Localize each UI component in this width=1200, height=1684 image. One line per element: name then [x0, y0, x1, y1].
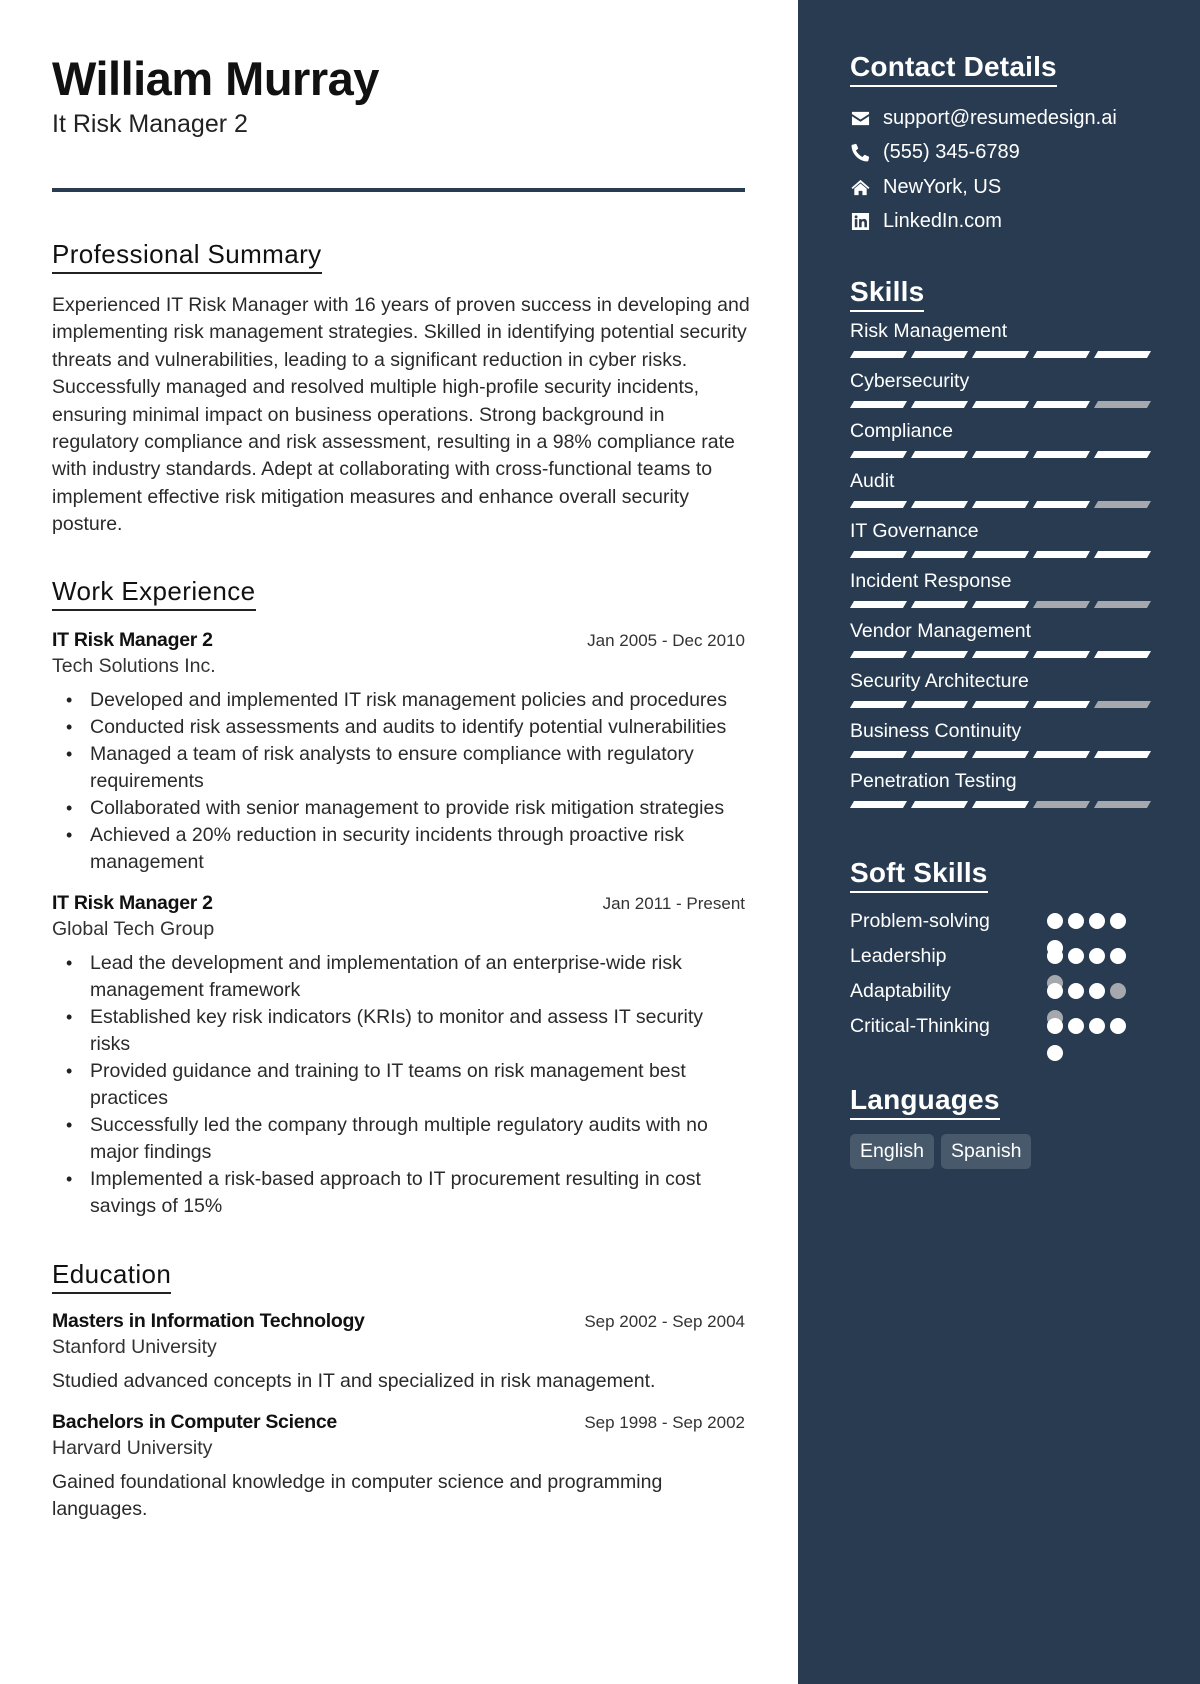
dot-filled-icon	[1089, 948, 1105, 964]
skill-bar-empty	[1033, 801, 1090, 808]
skill-bar-filled	[1094, 351, 1151, 358]
skill-bar-filled	[911, 751, 968, 758]
work-entry	[52, 627, 745, 876]
skill-name: Audit	[850, 470, 895, 492]
skill-name: Vendor Management	[850, 620, 1032, 642]
skill-bar-empty	[1094, 801, 1151, 808]
skill-level-bars	[850, 451, 1200, 458]
skill-item	[850, 418, 1200, 468]
sidebar	[798, 0, 1200, 1684]
language-chip: Spanish	[941, 1134, 1031, 1169]
skill-bar-filled	[972, 701, 1029, 708]
bullet-item: • Successfully led the company through multiple regulatory audits with no major findings	[52, 1112, 745, 1166]
skill-bar-filled	[911, 551, 968, 558]
education-date: Sep 2002 - Sep 2004	[584, 1311, 745, 1331]
company-name: Tech Solutions Inc.	[52, 654, 216, 677]
bullet-item: • Managed a team of risk analysts to ensure compliance with regulatory requirements	[52, 741, 745, 795]
soft-skill-item	[850, 973, 1200, 1008]
soft-skills-heading: Soft Skills	[850, 856, 988, 893]
soft-skill-name: Adaptability	[850, 979, 951, 1002]
soft-skill-item	[850, 903, 1200, 938]
skill-bar-filled	[850, 401, 907, 408]
contact-email[interactable]	[850, 101, 1200, 136]
contact-heading: Contact Details	[850, 50, 1057, 87]
skill-bar-empty	[1094, 701, 1151, 708]
dot-filled-icon	[1047, 983, 1063, 999]
skill-name: Risk Management	[850, 320, 1008, 342]
summary-text: Experienced IT Risk Manager with 16 years of proven success in developing and implementing risk management strategies. Skilled in identifying potential security threats and vulnerabilities, leading to a significant reduction in cyber risks. Successfully managed and resolved multiple high-profile security incidents, ensuring minimal impact on business operations. Strong background in regulatory compliance and risk assessment, resulting in a 98% compliance rate with industry standards. Adept at collaborating with cross-functional teams to implement effective risk mitigation measures and enhance overall security posture.	[52, 294, 750, 536]
skill-bar-filled	[1033, 351, 1090, 358]
skill-level-bars	[850, 501, 1200, 508]
skill-bar-filled	[1033, 501, 1090, 508]
skill-bar-filled	[1033, 751, 1090, 758]
soft-skill-dots	[1047, 948, 1135, 964]
soft-skill-dots	[1047, 1018, 1135, 1034]
school-name: Harvard University	[52, 1436, 213, 1459]
education-entry	[52, 1409, 745, 1523]
skill-name: IT Governance	[850, 520, 979, 542]
skill-bar-filled	[911, 651, 968, 658]
dot-empty-icon	[1110, 983, 1126, 999]
job-bullets	[52, 687, 745, 876]
skill-bar-filled	[972, 401, 1029, 408]
degree-title: Masters in Information Technology	[52, 1309, 365, 1332]
candidate-name: William Murray	[52, 52, 379, 105]
bullet-item: • Collaborated with senior management to provide risk mitigation strategies	[52, 795, 745, 822]
bullet-item: • Developed and implemented IT risk management policies and procedures	[52, 687, 745, 714]
skill-bar-filled	[850, 501, 907, 508]
languages-heading: Languages	[850, 1083, 1000, 1120]
skill-bar-filled	[911, 601, 968, 608]
education-entry	[52, 1308, 745, 1395]
skill-bar-filled	[911, 451, 968, 458]
skill-bar-filled	[972, 801, 1029, 808]
dot-filled-icon	[1047, 1045, 1063, 1061]
dot-filled-icon	[1068, 1018, 1084, 1034]
soft-skill-name: Critical-Thinking	[850, 1014, 990, 1037]
skill-level-bars	[850, 651, 1200, 658]
skill-item	[850, 518, 1200, 568]
dot-filled-icon	[1089, 913, 1105, 929]
contact-list	[850, 101, 1200, 239]
skill-level-bars	[850, 601, 1200, 608]
bullet-item: • Achieved a 20% reduction in security incidents through proactive risk management	[52, 822, 745, 876]
home-icon	[850, 177, 870, 197]
skill-bar-filled	[1094, 651, 1151, 658]
phone-icon	[850, 143, 870, 163]
education-description: Studied advanced concepts in IT and specialized in risk management.	[52, 1369, 656, 1392]
job-date: Jan 2005 - Dec 2010	[587, 630, 745, 650]
skill-bar-filled	[850, 801, 907, 808]
soft-skill-name: Leadership	[850, 944, 947, 967]
contact-phone-text: (555) 345-6789	[883, 141, 1020, 164]
language-chip: English	[850, 1134, 934, 1169]
skill-bar-filled	[1033, 651, 1090, 658]
skill-level-bars	[850, 401, 1200, 408]
contact-linkedin-text: LinkedIn.com	[883, 210, 1002, 233]
school-name: Stanford University	[52, 1335, 217, 1358]
job-title: IT Risk Manager 2	[52, 628, 213, 651]
degree-title: Bachelors in Computer Science	[52, 1410, 337, 1433]
skill-bar-filled	[972, 351, 1029, 358]
soft-skill-item	[850, 1008, 1200, 1043]
linkedin-icon	[850, 212, 870, 232]
skill-name: Penetration Testing	[850, 770, 1017, 792]
dot-filled-icon	[1047, 948, 1063, 964]
skill-bar-filled	[972, 451, 1029, 458]
skill-item	[850, 718, 1200, 768]
soft-skill-name: Problem-solving	[850, 909, 990, 932]
bullet-item: • Implemented a risk-based approach to IT procurement resulting in cost savings of 15%	[52, 1166, 745, 1220]
summary-heading: Professional Summary	[52, 238, 322, 274]
skill-bar-filled	[1094, 551, 1151, 558]
bullet-item: • Conducted risk assessments and audits to identify potential vulnerabilities	[52, 714, 745, 741]
skill-bar-filled	[850, 451, 907, 458]
skill-bar-filled	[850, 701, 907, 708]
skill-item	[850, 368, 1200, 418]
skill-bar-filled	[972, 651, 1029, 658]
skill-bar-filled	[972, 551, 1029, 558]
skill-level-bars	[850, 701, 1200, 708]
dot-filled-icon	[1068, 913, 1084, 929]
skill-bar-empty	[1094, 401, 1151, 408]
job-title: IT Risk Manager 2	[52, 891, 213, 914]
contact-location	[850, 170, 1200, 205]
skill-item	[850, 568, 1200, 618]
soft-skill-dots	[1047, 913, 1135, 929]
skill-level-bars	[850, 801, 1200, 808]
dot-filled-icon	[1047, 1018, 1063, 1034]
skill-level-bars	[850, 551, 1200, 558]
dot-filled-icon	[1089, 1018, 1105, 1034]
skill-name: Business Continuity	[850, 720, 1022, 742]
candidate-title: It Risk Manager 2	[52, 110, 248, 138]
contact-phone[interactable]	[850, 136, 1200, 171]
header-divider	[52, 188, 745, 192]
skill-bar-filled	[1033, 401, 1090, 408]
skill-bar-filled	[972, 601, 1029, 608]
skill-bar-filled	[911, 501, 968, 508]
education-date: Sep 1998 - Sep 2002	[584, 1412, 745, 1432]
soft-skills-list	[850, 903, 1200, 1043]
skill-bar-filled	[850, 751, 907, 758]
dot-filled-icon	[1068, 983, 1084, 999]
education-description: Gained foundational knowledge in computer science and programming languages.	[52, 1470, 663, 1520]
bullet-item: • Lead the development and implementation of an enterprise-wide risk management framework	[52, 950, 745, 1004]
skill-item	[850, 768, 1200, 818]
skill-bar-filled	[972, 501, 1029, 508]
work-heading: Work Experience	[52, 575, 256, 611]
job-date: Jan 2011 - Present	[602, 893, 745, 913]
skill-level-bars	[850, 751, 1200, 758]
skill-bar-filled	[911, 401, 968, 408]
soft-skill-dots	[1047, 983, 1135, 999]
dot-filled-icon	[1047, 913, 1063, 929]
job-bullets	[52, 950, 745, 1220]
skill-name: Cybersecurity	[850, 370, 970, 392]
skill-bar-filled	[972, 751, 1029, 758]
skill-bar-filled	[1033, 701, 1090, 708]
contact-linkedin[interactable]	[850, 205, 1200, 240]
skill-item	[850, 468, 1200, 518]
skill-bar-filled	[850, 651, 907, 658]
dot-filled-icon	[1089, 983, 1105, 999]
skills-heading: Skills	[850, 275, 924, 312]
skill-item	[850, 618, 1200, 668]
skill-bar-filled	[1094, 451, 1151, 458]
languages-list	[850, 1134, 1200, 1169]
contact-location-text: NewYork, US	[883, 175, 1002, 198]
dot-filled-icon	[1110, 948, 1126, 964]
skill-level-bars	[850, 351, 1200, 358]
contact-email-text: support@resumedesign.ai	[883, 106, 1117, 129]
skill-bar-empty	[1094, 601, 1151, 608]
dot-filled-icon	[1110, 1018, 1126, 1034]
soft-skill-item	[850, 938, 1200, 973]
skill-bar-filled	[911, 701, 968, 708]
work-entry	[52, 890, 745, 1220]
skill-name: Compliance	[850, 420, 953, 442]
skill-item	[850, 668, 1200, 718]
skill-name: Incident Response	[850, 570, 1012, 592]
skill-bar-filled	[850, 351, 907, 358]
envelope-icon	[850, 108, 870, 128]
dot-filled-icon	[1110, 913, 1126, 929]
skill-bar-filled	[1094, 751, 1151, 758]
skill-bar-filled	[911, 351, 968, 358]
company-name: Global Tech Group	[52, 917, 215, 940]
skill-bar-filled	[850, 601, 907, 608]
skill-bar-filled	[911, 801, 968, 808]
education-heading: Education	[52, 1258, 171, 1294]
skill-item	[850, 318, 1200, 368]
bullet-item: • Provided guidance and training to IT teams on risk management best practices	[52, 1058, 745, 1112]
skill-bar-filled	[1033, 551, 1090, 558]
skill-bar-filled	[1033, 451, 1090, 458]
dot-filled-icon	[1068, 948, 1084, 964]
bullet-item: • Established key risk indicators (KRIs) to monitor and assess IT security risks	[52, 1004, 745, 1058]
skill-name: Security Architecture	[850, 670, 1029, 692]
skill-bar-empty	[1094, 501, 1151, 508]
skill-bar-filled	[850, 551, 907, 558]
skills-list	[850, 318, 1200, 818]
skill-bar-empty	[1033, 601, 1090, 608]
